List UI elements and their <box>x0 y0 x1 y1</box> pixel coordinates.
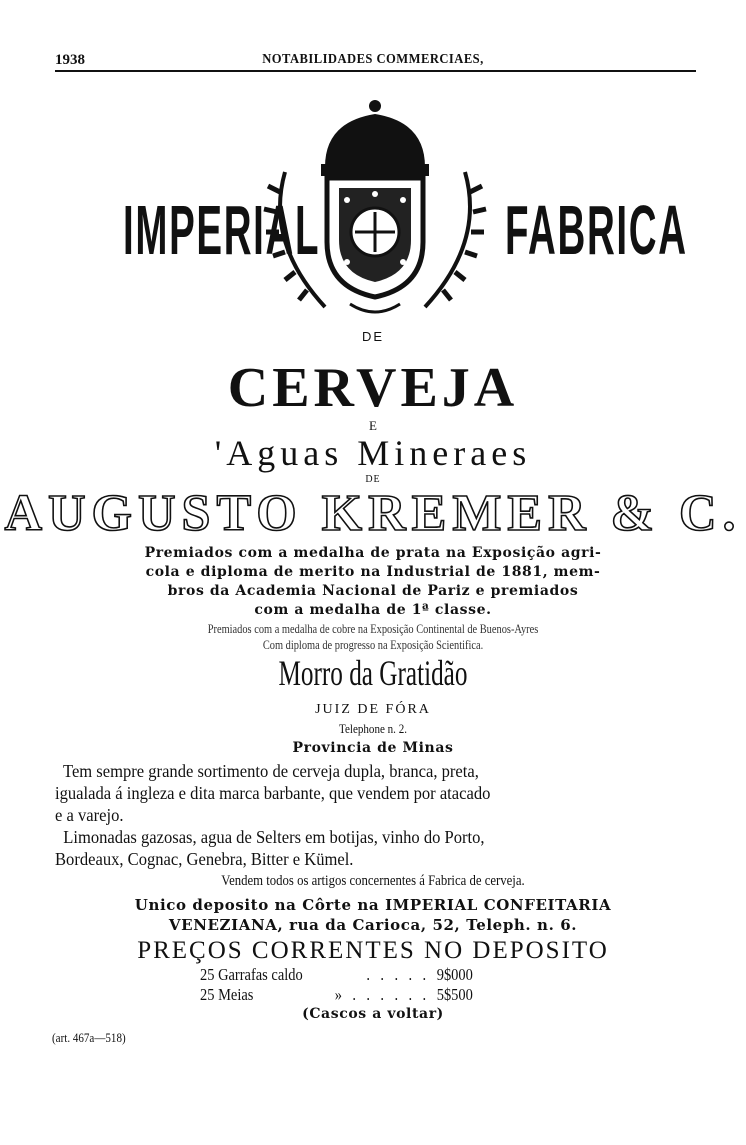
price-row <box>200 966 473 985</box>
price-item: 25 Meias <box>200 985 254 1004</box>
awards-line: com a medalha de 1ª classe. <box>254 602 492 618</box>
de-label-2: DE <box>365 474 381 485</box>
imperial-crest-icon <box>255 92 495 324</box>
conjunction: E <box>369 418 377 433</box>
province: Provincia de Minas <box>292 740 454 756</box>
paragraph-line: Tem sempre grande sortimento de cerveja dupla, branca, preta, <box>55 761 479 781</box>
location-title: Morro da Gratidão <box>278 653 468 693</box>
price-row <box>200 986 473 1005</box>
deposit-line: VENEZIANA, rua da Carioca, 52, Teleph. n. 6. <box>168 916 578 934</box>
price-dots: » . . . . . . <box>334 985 430 1004</box>
price-item: 25 Garrafas caldo <box>200 965 303 984</box>
title-right-text: FABRICA <box>505 191 688 269</box>
page-number: 1938 <box>55 52 85 68</box>
awards-line: bros da Academia Nacional de Pariz e premiados <box>167 583 579 599</box>
title-left <box>78 191 321 269</box>
city: JUIZ DE FÓRA <box>315 702 431 717</box>
telephone: Telephone n. 2. <box>339 721 407 736</box>
awards-small-line: Com diploma de progresso na Exposição Scientifica. <box>262 637 484 652</box>
paragraph-line: e a varejo. <box>55 805 124 825</box>
company-name: AUGUSTO KREMER & C. <box>4 485 742 542</box>
deposit-line: Unico deposito na Côrte na IMPERIAL CONFEITARIA <box>134 896 612 914</box>
price-dots: . . . . . <box>366 965 430 984</box>
title-left-text: IMPERIAL <box>123 191 321 269</box>
de-label: DE <box>361 329 385 344</box>
awards-line: Premiados com a medalha de prata na Exposição agri- <box>144 545 602 561</box>
paragraph-line: Limonadas gazosas, agua de Selters em botijas, vinho do Porto, <box>55 827 485 847</box>
price-value: 9$000 <box>436 965 473 984</box>
paragraph-line: igualada á ingleza e dita marca barbante, que vendem por atacado <box>55 783 491 803</box>
note: (Cascos a voltar) <box>302 1006 444 1022</box>
paragraph-line: Bordeaux, Cognac, Genebra, Bitter e Kümel. <box>55 849 354 869</box>
prices-title: PREÇOS CORRENTES NO DEPOSITO <box>137 937 609 964</box>
product-subtitle: 'Aguas Mineraes <box>214 433 532 473</box>
reference: (art. 467a—518) <box>52 1030 126 1045</box>
header-rule <box>55 70 696 72</box>
awards-line: cola e diploma de merito na Industrial de 1881, mem- <box>145 564 601 580</box>
awards-small-line: Premiados com a medalha de cobre na Exposição Continental de Buenos-Ayres <box>207 621 539 636</box>
product-title: CERVEJA <box>227 357 519 419</box>
sells-line: Vendem todos os artigos concernentes á Fabrica de cerveja. <box>221 873 525 889</box>
running-header: NOTABILIDADES COMMERCIAES, <box>262 52 484 67</box>
price-value: 5$500 <box>436 985 473 1004</box>
